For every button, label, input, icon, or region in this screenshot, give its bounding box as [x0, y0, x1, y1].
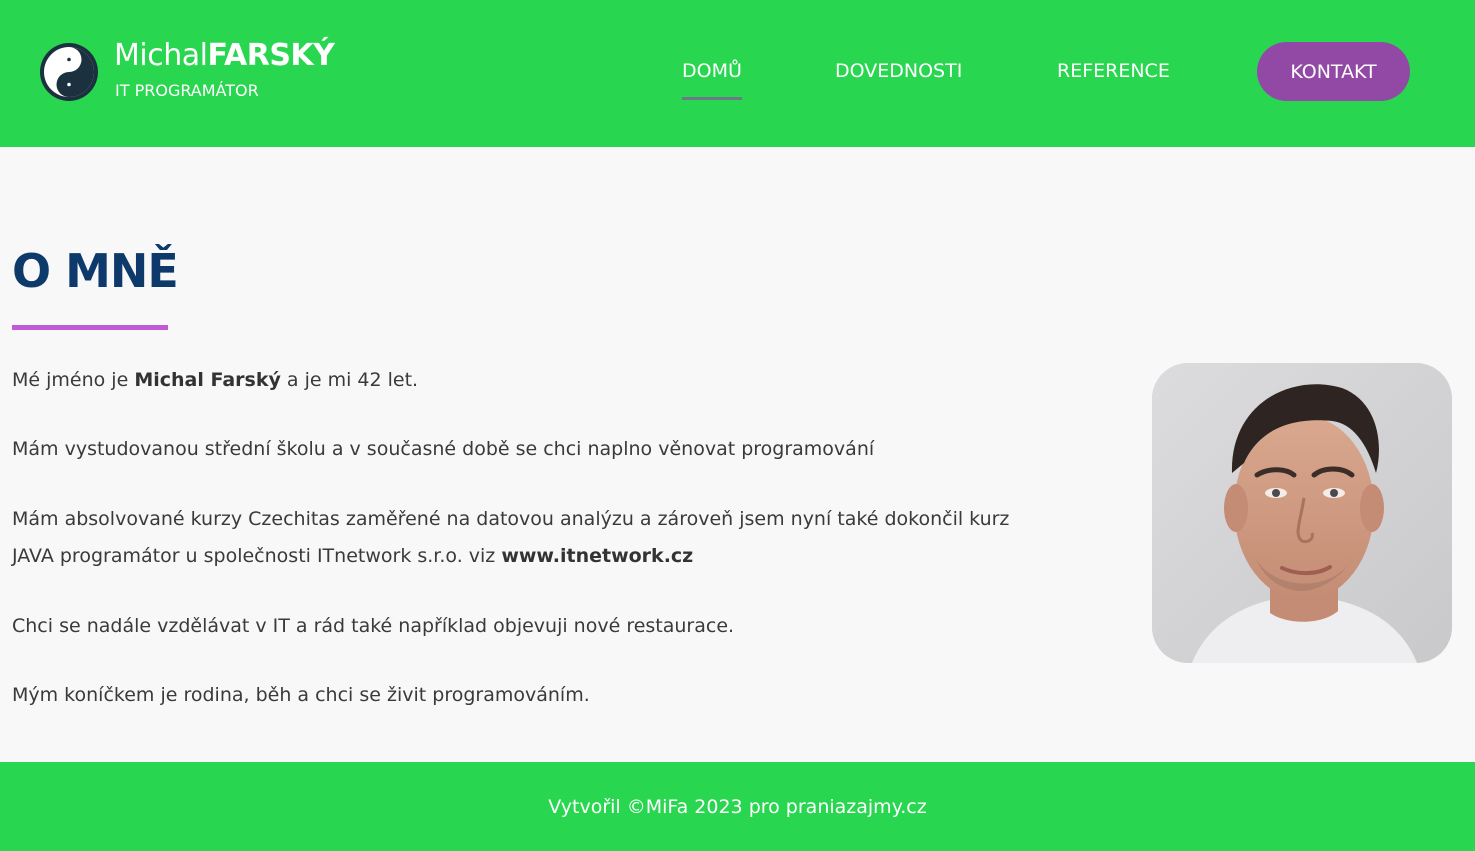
- about-paragraph-4: Chci se nadále vzdělávat v IT a rád také například objevuji nové restaurace.: [12, 615, 735, 637]
- about-paragraph-1: [12, 362, 418, 399]
- nav-item-references[interactable]: REFERENCE: [1057, 60, 1170, 82]
- p1-text-after: a je mi 42 let.: [280, 369, 419, 391]
- brand-name[interactable]: [114, 38, 334, 73]
- nav-item-home[interactable]: DOMŮ: [682, 60, 742, 82]
- title-underline: [12, 325, 168, 330]
- about-paragraph-5: Mým koníčkem je rodina, běh a chci se živit programováním.: [12, 684, 590, 706]
- contact-button[interactable]: [1257, 42, 1410, 101]
- site-header: [0, 0, 1475, 147]
- portrait-photo: [1152, 363, 1452, 663]
- site-footer: [0, 762, 1475, 851]
- brand-first-name: Michal: [114, 38, 208, 73]
- brand-subtitle: IT PROGRAMÁTOR: [115, 81, 259, 100]
- brand-last-name: FARSKÝ: [207, 38, 335, 73]
- about-paragraph-2: Mám vystudovanou střední školu a v současné době se chci naplno věnovat programování: [12, 438, 875, 460]
- contact-button-label: KONTAKT: [1290, 60, 1377, 83]
- footer-text: Vytvořil ©MiFa 2023 pro praniazajmy.cz: [548, 795, 927, 818]
- about-paragraph-3: [12, 501, 1009, 575]
- portrait-illustration: [1152, 363, 1452, 663]
- p1-name: Michal Farský: [134, 369, 281, 391]
- yin-yang-icon[interactable]: [38, 41, 100, 103]
- page-title: O MNĚ: [12, 244, 178, 298]
- p3-line-2: JAVA programátor u společnosti ITnetwork s.r.o. viz: [12, 545, 502, 567]
- p3-line-1: Mám absolvované kurzy Czechitas zaměřené na datovou analýzu a zároveň jsem nyní také dokončil kurz: [12, 508, 1010, 530]
- itnetwork-link[interactable]: www.itnetwork.cz: [501, 545, 694, 567]
- nav-item-skills[interactable]: DOVEDNOSTI: [835, 60, 963, 82]
- p1-text-before: Mé jméno je: [12, 369, 135, 391]
